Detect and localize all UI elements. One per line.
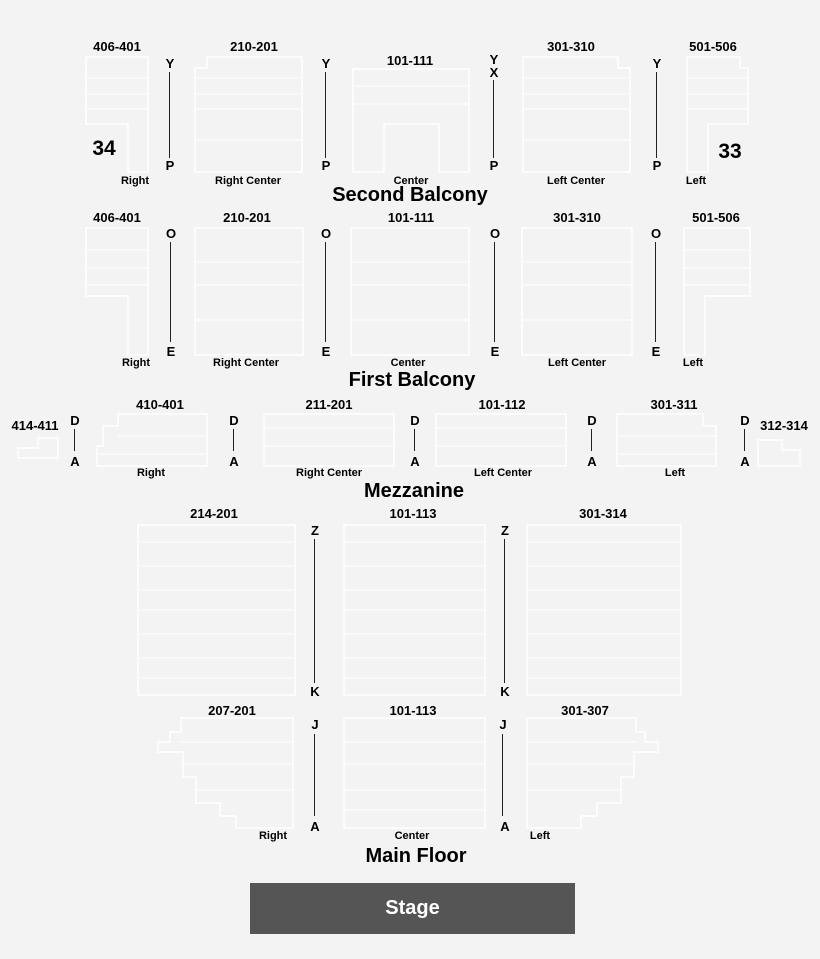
aisle-line — [591, 429, 592, 451]
section-mezz-right-center — [264, 414, 394, 466]
section-main-front-center — [344, 718, 485, 828]
second-balcony-sections — [86, 57, 748, 172]
range-label[interactable]: 301-307 — [561, 703, 609, 718]
section-mezz-312-314 — [758, 440, 800, 466]
aisle-line — [74, 429, 75, 451]
range-label[interactable]: 301-310 — [547, 39, 595, 54]
row-label: E — [321, 344, 331, 359]
range-label[interactable]: 101-113 — [389, 506, 437, 521]
level-title: First Balcony — [348, 369, 476, 391]
row-label: X — [489, 65, 499, 80]
section-main-front-right — [158, 718, 293, 828]
zone-label: Center — [394, 830, 430, 842]
zone-label: Right — [120, 175, 150, 187]
range-label[interactable]: 410-401 — [136, 397, 184, 412]
zone-label: Right — [121, 357, 151, 369]
range-label[interactable]: 211-201 — [305, 397, 353, 412]
row-label: J — [311, 717, 319, 732]
row-label: D — [410, 413, 420, 428]
row-label: O — [320, 226, 332, 241]
row-label: D — [587, 413, 597, 428]
row-label: J — [499, 717, 507, 732]
aisle-line — [233, 429, 234, 451]
section-2b-center — [353, 69, 469, 172]
range-label[interactable]: 301-310 — [553, 210, 601, 225]
row-label: A — [310, 819, 320, 834]
row-label: P — [321, 158, 331, 173]
zone-label: Right Center — [213, 357, 279, 369]
row-label: A — [70, 454, 80, 469]
row-label: D — [740, 413, 750, 428]
zone-label: Right — [258, 830, 288, 842]
row-label: D — [229, 413, 239, 428]
row-label: O — [650, 226, 662, 241]
row-label: A — [587, 454, 597, 469]
row-label: P — [489, 158, 499, 173]
section-mezz-right — [97, 414, 207, 466]
section-main-front-left — [527, 718, 658, 828]
section-1b-center — [351, 228, 469, 355]
section-2b-right-center — [195, 57, 302, 172]
aisle-line — [493, 80, 494, 158]
zone-label: Left — [529, 830, 551, 842]
aisle-line — [169, 72, 170, 158]
range-label[interactable]: 406-401 — [93, 210, 141, 225]
row-label: Y — [652, 56, 662, 71]
zone-label: Right Center — [215, 175, 281, 187]
row-label: E — [490, 344, 500, 359]
section-mezz-414-411 — [18, 438, 58, 458]
aisle-line — [502, 734, 503, 816]
aisle-line — [744, 429, 745, 451]
range-label[interactable]: 501-506 — [692, 210, 740, 225]
level-title: Mezzanine — [363, 480, 465, 502]
aisle-line — [656, 72, 657, 158]
range-label[interactable]: 101-111 — [386, 53, 434, 68]
range-label[interactable]: 301-314 — [579, 506, 627, 521]
level-title: Main Floor — [365, 845, 467, 867]
aisle-line — [414, 429, 415, 451]
zone-label: Left Center — [473, 467, 533, 479]
row-label: A — [410, 454, 420, 469]
row-label: O — [165, 226, 177, 241]
range-label[interactable]: 414-411 — [11, 418, 59, 433]
zone-label: Left Center — [546, 175, 606, 187]
stage — [250, 883, 575, 934]
row-label: Z — [501, 523, 509, 538]
range-label[interactable]: 101-112 — [478, 397, 526, 412]
section-mezz-left-center — [436, 414, 566, 466]
zone-label: Center — [393, 175, 429, 187]
row-label: K — [500, 684, 510, 699]
section-1b-left-center — [522, 228, 632, 355]
row-label: A — [740, 454, 750, 469]
section-2b-left-center — [523, 57, 630, 172]
zone-label: Left Center — [547, 357, 607, 369]
section-number: 34 — [92, 137, 116, 160]
range-label[interactable]: 301-311 — [650, 397, 698, 412]
range-label[interactable]: 312-314 — [760, 418, 808, 433]
level-title: Second Balcony — [332, 184, 488, 206]
main-floor-rear-sections — [138, 525, 681, 695]
stage-label: Stage — [385, 897, 440, 919]
aisle-line — [325, 72, 326, 158]
range-label[interactable]: 406-401 — [93, 39, 141, 54]
aisle-line — [325, 242, 326, 342]
zone-label: Center — [390, 357, 426, 369]
range-label[interactable]: 210-201 — [223, 210, 271, 225]
row-label: Y — [489, 52, 499, 67]
row-label: A — [229, 454, 239, 469]
row-label: E — [651, 344, 661, 359]
section-1b-left — [684, 228, 750, 355]
row-label: K — [310, 684, 320, 699]
zone-label: Left — [682, 357, 704, 369]
row-label: D — [70, 413, 80, 428]
row-label: P — [165, 158, 175, 173]
mezzanine-sections — [18, 414, 800, 466]
section-number: 33 — [718, 140, 742, 163]
row-label: Z — [311, 523, 319, 538]
zone-label: Right — [136, 467, 166, 479]
range-label[interactable]: 207-201 — [208, 703, 256, 718]
row-label: A — [500, 819, 510, 834]
section-1b-right — [86, 228, 148, 355]
aisle-line — [314, 539, 315, 683]
aisle-line — [314, 734, 315, 816]
row-label: Y — [165, 56, 175, 71]
range-label[interactable]: 101-111 — [387, 210, 435, 225]
aisle-line — [504, 539, 505, 683]
aisle-line — [494, 242, 495, 342]
row-label: O — [489, 226, 501, 241]
row-label: Y — [321, 56, 331, 71]
aisle-line — [655, 242, 656, 342]
zone-label: Right Center — [296, 467, 362, 479]
zone-label: Left — [685, 175, 707, 187]
section-mezz-left — [617, 414, 716, 466]
first-balcony-sections — [86, 228, 750, 355]
main-floor-front-sections — [158, 718, 658, 828]
range-label[interactable]: 101-113 — [389, 703, 437, 718]
range-label[interactable]: 214-201 — [190, 506, 238, 521]
zone-label: Left — [664, 467, 686, 479]
range-label[interactable]: 210-201 — [230, 39, 278, 54]
range-label[interactable]: 501-506 — [689, 39, 737, 54]
section-1b-right-center — [195, 228, 303, 355]
row-label: E — [166, 344, 176, 359]
aisle-line — [170, 242, 171, 342]
row-label: P — [652, 158, 662, 173]
